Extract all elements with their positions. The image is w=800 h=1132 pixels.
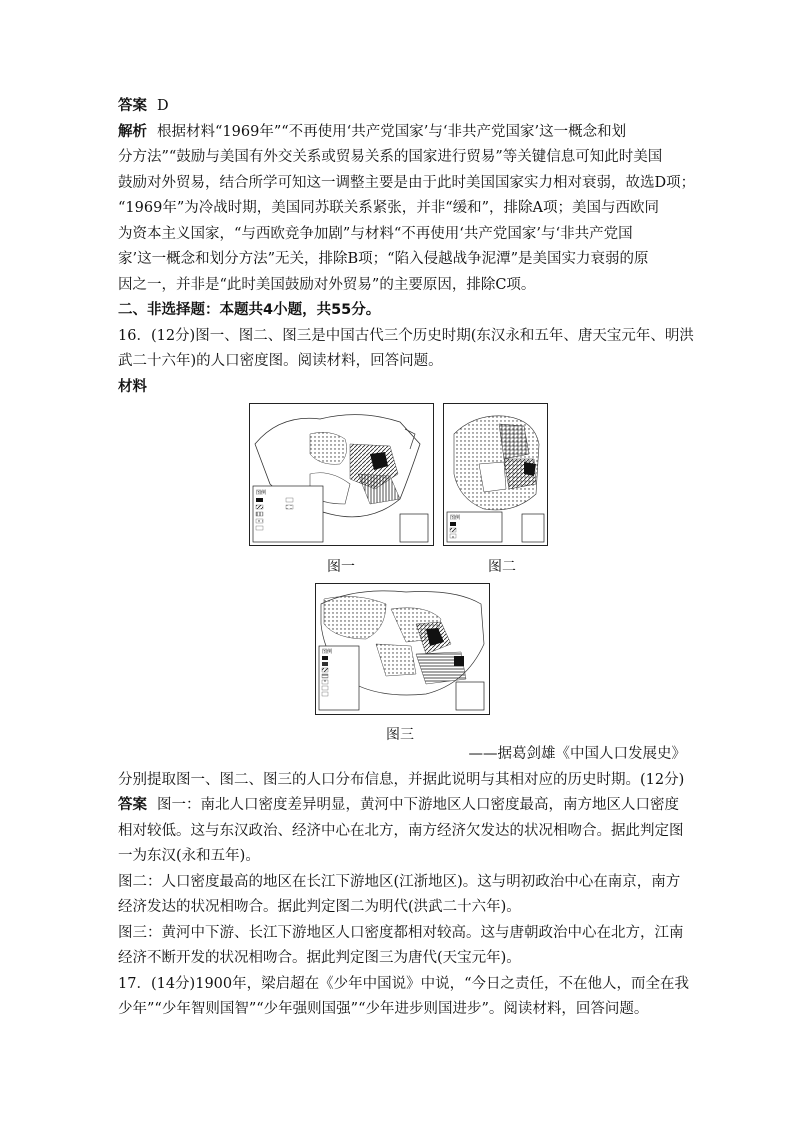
figure-3-caption: 图三 bbox=[386, 727, 414, 743]
q17-stem-line-0: 17．(14分)1900年，梁启超在《少年中国说》中说，“今日之责任，不在他人，而全在我 bbox=[118, 975, 690, 992]
figure-1-map bbox=[249, 403, 434, 546]
q16-answer-line-3: 图二：人口密度最高的地区在长江下游地区(江浙地区)。这与明初政治中心在南京，南方 bbox=[118, 873, 681, 890]
material-label: 材料 bbox=[118, 378, 147, 395]
q15-answer bbox=[118, 94, 686, 120]
q15-analysis-line-3: “1969年”为冷战时期，美国同苏联关系紧张，并非“缓和”，排除A项；美国与西欧同 bbox=[118, 200, 660, 216]
answer-label: 答案 bbox=[118, 98, 147, 114]
q16-answer-line-0: 答案 图一：南北人口密度差异明显，黄河中下游地区人口密度最高，南方地区人口密度 bbox=[118, 797, 679, 813]
q16-answer-line-4: 经济发达的状况相吻合。据此判定图二为明代(洪武二十六年)。 bbox=[118, 899, 521, 915]
q16-answer-line-6: 经济不断开发的状况相吻合。据此判定图三为唐代(天宝元年)。 bbox=[118, 950, 521, 966]
map-3-graphic bbox=[316, 584, 489, 714]
q16-answer-line-5: 图三：黄河中下游、长江下游地区人口密度都相对较高。这与唐朝政治中心在北方，江南 bbox=[118, 924, 684, 941]
figure-3-map bbox=[315, 583, 490, 715]
q16-answer-line-2: 一为东汉(永和五年)。 bbox=[118, 848, 260, 864]
figure-1-caption: 图一 bbox=[327, 559, 355, 575]
figure-2-caption: 图二 bbox=[488, 559, 516, 575]
map-2-legend-title: 图例 bbox=[450, 515, 461, 521]
q15-analysis-line-4: 为资本主义国家，“与西欧竞争加剧”与材料“不再使用‘共产党国家’与‘非共产党国 bbox=[118, 225, 633, 242]
q15-analysis-line-1: 分方法”“鼓励与美国有外交关系或贸易关系的国家进行贸易”等关键信息可知此时美国 bbox=[118, 149, 663, 165]
answer-value: D bbox=[157, 98, 169, 114]
q16-answer-line-1: 相对较低。这与东汉政治、经济中心在北方，南方经济欠发达的状况相吻合。据此判定图 bbox=[118, 822, 684, 839]
q16-stem-line-1: 武二十六年)的人口密度图。阅读材料，回答问题。 bbox=[118, 353, 443, 369]
source-citation: ——据葛剑雄《中国人口发展史》 bbox=[468, 746, 686, 762]
map-1-graphic bbox=[250, 404, 433, 545]
q15-analysis-line-5: 家’这一概念和划分方法”无关，排除B项；“陷入侵越战争泥潭”是美国实力衰弱的原 bbox=[118, 251, 649, 267]
q16-question: 分别提取图一、图二、图三的人口分布信息，并据此说明与其相对应的历史时期。(12分) bbox=[118, 771, 685, 788]
answer-label: 答案 bbox=[118, 797, 147, 813]
map-2-graphic bbox=[444, 404, 547, 545]
exam-page bbox=[118, 94, 696, 400]
q15-analysis-line-2: 鼓励对外贸易，结合所学可知这一调整主要是由于此时美国国家实力相对衰弱，故选D项； bbox=[118, 174, 696, 191]
q16-stem-line-0: 16．(12分)图一、图二、图三是中国古代三个历史时期(东汉永和五年、唐天宝元年、明洪 bbox=[118, 327, 694, 344]
figure-2-map bbox=[443, 403, 548, 546]
q17-stem-line-1: 少年”“少年智则国智”“少年强则国强”“少年进步则国进步”。阅读材料，回答问题。 bbox=[118, 1001, 649, 1017]
analysis-label: 解析 bbox=[118, 123, 147, 140]
q15-analysis-line-6: 因之一，并非是“此时美国鼓励对外贸易”的主要原因，排除C项。 bbox=[118, 276, 536, 293]
q15-analysis-line-0: 解析 根据材料“1969年”“不再使用‘共产党国家’与‘非共产党国家’这一概念和划 bbox=[118, 123, 627, 140]
map-1-legend-title: 图例 bbox=[256, 490, 267, 496]
map-3-legend-title: 图例 bbox=[322, 649, 333, 655]
q16-lower-block bbox=[118, 742, 690, 1023]
section-heading: 二、非选择题：本题共4小题，共55分。 bbox=[118, 302, 381, 318]
